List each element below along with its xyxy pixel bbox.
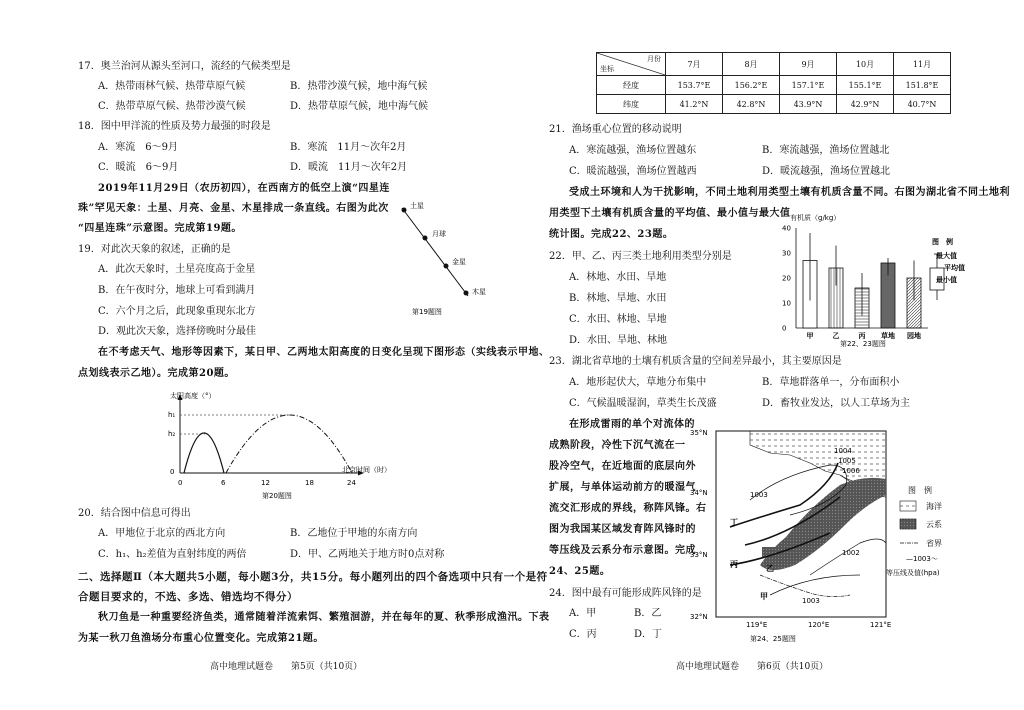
- y-tick-label: 30: [782, 249, 791, 258]
- fig24-caption: 第24、25题图: [750, 635, 796, 643]
- jupiter-label: 木星: [472, 288, 486, 296]
- fig22-legend-title: 图 例: [932, 238, 953, 246]
- table-header: 11月: [894, 53, 951, 76]
- footer-right: 高中地理试题卷 第6页（共10页）: [676, 662, 829, 672]
- fig20-h1: h₁: [168, 411, 176, 419]
- intro24-line-3: 扩展，与单体运动前方的暖湿气: [549, 482, 696, 493]
- fishery-table: [596, 52, 951, 114]
- intro19-line3: “四星连珠”示意图。完成第19题。: [78, 223, 242, 234]
- intro24-line-2: 股冷空气，在近地面的底层向外: [549, 461, 696, 472]
- q22-option-c[interactable]: C．水田、林地、旱地: [569, 314, 667, 325]
- fig22-chart: [770, 210, 980, 348]
- q24-option-d[interactable]: D．丁: [634, 629, 663, 640]
- fig20-ylabel: 太阳高度（°）: [170, 392, 216, 400]
- intro24-line-0: 在形成雷雨的单个对流体的: [569, 419, 695, 430]
- q17-stem: 17．奥兰治河从源头至河口，流经的气候类型是: [78, 61, 291, 72]
- y-tick-label: 10: [782, 299, 791, 308]
- q20-option-d[interactable]: D．甲、乙两地关于地方时0点对称: [290, 549, 445, 560]
- intro21-line2: 为某一秋刀鱼渔场分布重心位置变化。完成第21题。: [78, 633, 324, 644]
- table-header: 10月: [837, 53, 894, 76]
- fig22-legend-min: 最小值: [936, 276, 957, 284]
- svg-text:34°N: 34°N: [690, 489, 708, 497]
- table-header: 8月: [723, 53, 780, 76]
- q21-option-a[interactable]: A．寒流越强，渔场位置越东: [569, 145, 697, 156]
- svg-text:24: 24: [347, 479, 356, 487]
- intro22-line2: 用类型下土壤有机质含量的平均值、最小值与最大值: [549, 208, 791, 219]
- section2-heading-line2: 合题目要求的，不选、多选、错选均不得分）: [78, 591, 298, 603]
- svg-text:1003: 1003: [750, 491, 768, 499]
- fig20-zero: 0: [170, 468, 175, 476]
- q19-option-d[interactable]: D．观此次天象，选择傍晚时分最佳: [98, 326, 257, 337]
- svg-text:1004: 1004: [834, 447, 852, 455]
- fig20-chart: [160, 388, 430, 500]
- q19-stem: 19．对此次天象的叙述，正确的是: [78, 244, 231, 255]
- q21-option-c[interactable]: C．暖流越强，渔场位置越西: [569, 166, 697, 177]
- q17-option-a[interactable]: A．热带雨林气候、热带草原气候: [98, 81, 246, 92]
- fig24-map: [690, 425, 990, 645]
- svg-text:33°N: 33°N: [690, 551, 708, 559]
- svg-text:119°E: 119°E: [746, 621, 768, 629]
- fig22-caption: 第22、23题图: [840, 340, 886, 348]
- fig20-xlabel: 北京时间（时）: [342, 466, 391, 474]
- q21-stem: 21．渔场重心位置的移动说明: [549, 124, 682, 135]
- q19-option-a[interactable]: A．此次天象时，土星亮度高于金星: [98, 264, 256, 275]
- q17-option-d[interactable]: D．热带草原气候，地中海气候: [290, 101, 429, 112]
- intro24-line-1: 成熟阶段，冷性下沉气流在一: [549, 440, 686, 451]
- q17-option-c[interactable]: C．热带草原气候、热带沙漠气候: [98, 101, 246, 112]
- q18-option-b[interactable]: B．寒流 11月～次年2月: [290, 142, 407, 153]
- fig20-h2: h₂: [168, 430, 176, 438]
- fig24-legend-title: 图 例: [908, 486, 932, 495]
- intro24-line-4: 流交汇形成的界线，称阵风锋。右: [549, 503, 707, 514]
- category-label: 甲: [806, 332, 814, 340]
- q20-option-b[interactable]: B．乙地位于甲地的东南方向: [290, 528, 418, 539]
- category-label: 园地: [907, 332, 921, 340]
- q24-option-c[interactable]: C．丙: [569, 629, 597, 640]
- intro22-line3: 统计图。完成22、23题。: [549, 229, 674, 240]
- q23-option-d[interactable]: D．畜牧业发达，以人工草场为主: [762, 398, 911, 409]
- moon-dot: [423, 236, 428, 241]
- table-row: 纬度 41.2°N 42.8°N 43.9°N 42.9°N 40.7°N: [597, 95, 951, 114]
- q23-stem: 23．湖北省草地的土壤有机质含量的空间差异最小，其主要原因是: [549, 356, 842, 367]
- q21-option-b[interactable]: B．寒流越强，渔场位置越北: [762, 145, 890, 156]
- fig20-xticks: [178, 479, 356, 487]
- fig20-caption: 第20题图: [262, 492, 292, 500]
- fig22-legend-avg: 平均值: [944, 264, 965, 272]
- table-header: 7月: [666, 53, 723, 76]
- q24-stem: 24．图中最有可能形成阵风锋的是: [549, 588, 702, 599]
- table-header: 9月: [780, 53, 837, 76]
- table-corner: 月份 坐标: [597, 53, 666, 76]
- intro24-line-7: 24、25题。: [549, 566, 611, 577]
- intro19-line1: 2019年11月29日（农历初四），在西南方的低空上演“四星连: [98, 183, 390, 194]
- svg-text:0: 0: [178, 479, 183, 487]
- svg-text:121°E: 121°E: [870, 621, 892, 629]
- y-tick-label: 0: [782, 324, 787, 333]
- svg-text:35°N: 35°N: [690, 429, 708, 437]
- jupiter-dot: [464, 291, 469, 296]
- y-tick-label: 20: [782, 274, 791, 283]
- q23-option-c[interactable]: C．气候温暖湿润，草类生长茂盛: [569, 398, 717, 409]
- q20-option-c[interactable]: C．h₁、h₂差值为直射纬度的两倍: [98, 549, 247, 560]
- svg-text:甲: 甲: [760, 592, 768, 601]
- q17-option-b[interactable]: B．热带沙漠气候，地中海气候: [290, 81, 428, 92]
- q22-option-b[interactable]: B．林地、旱地、水田: [569, 293, 667, 304]
- q18-option-c[interactable]: C．暖流 6～9月: [98, 162, 179, 173]
- table-row: 经度 153.7°E 156.2°E 157.1°E 155.1°E 151.8°E: [597, 76, 951, 95]
- saturn-dot: [402, 208, 407, 213]
- intro20-line1: 在不考虑天气、地形等因素下，某日甲、乙两地太阳高度的日变化呈现下图形态（实线表示甲地、: [98, 347, 550, 358]
- intro19-line2: 珠”罕见天象：土星、月亮、金星、木星排成一条直线。右图为此次: [78, 203, 389, 214]
- footer-left: 高中地理试题卷 第5页（共10页）: [210, 662, 363, 672]
- category-label: 草地: [881, 332, 895, 340]
- q23-option-b[interactable]: B．草地群落单一，分布面积小: [762, 377, 900, 388]
- svg-text:1006: 1006: [842, 467, 860, 475]
- intro21-line1: 秋刀鱼是一种重要经济鱼类，通常随着洋流索饵、繁殖洄游，并在每年的夏、秋季形成渔汛。下表: [98, 612, 550, 623]
- legend-border: 省界: [926, 539, 942, 548]
- q19-option-c[interactable]: C．六个月之后，此现象重现东北方: [98, 306, 256, 317]
- fig19-diagram: [388, 196, 498, 321]
- svg-text:12: 12: [261, 479, 270, 487]
- q20-stem: 20．结合图中信息可得出: [78, 508, 191, 519]
- q18-option-a[interactable]: A．寒流 6～9月: [98, 142, 178, 153]
- q23-option-a[interactable]: A．地形起伏大，草地分布集中: [569, 377, 707, 388]
- svg-text:120°E: 120°E: [808, 621, 830, 629]
- jia-curve: [184, 433, 224, 473]
- svg-text:1002: 1002: [842, 549, 860, 557]
- q24-option-b[interactable]: B．乙: [634, 608, 662, 619]
- category-label: 乙: [832, 332, 840, 340]
- q22-option-a[interactable]: A．林地、水田、旱地: [569, 272, 667, 283]
- q21-option-d[interactable]: D．暖流越强，渔场位置越北: [762, 166, 891, 177]
- saturn-label: 土星: [410, 202, 424, 210]
- section2-heading-line1: 二、选择题Ⅱ（本大题共5小题，每小题3分，共15分。每小题列出的四个备选项中只有一个是符: [78, 571, 548, 583]
- fig22-ylabel: 有机质（g/kg）: [790, 214, 841, 222]
- category-label: 丙: [858, 332, 866, 340]
- svg-text:6: 6: [221, 479, 226, 487]
- svg-text:32°N: 32°N: [690, 613, 708, 621]
- q24-option-a[interactable]: A．甲: [569, 608, 597, 619]
- svg-text:1005: 1005: [838, 457, 856, 465]
- moon-label: 月球: [432, 230, 446, 238]
- svg-text:丁: 丁: [730, 518, 738, 527]
- svg-text:乙: 乙: [766, 564, 774, 573]
- svg-text:18: 18: [305, 479, 314, 487]
- q22-option-d[interactable]: D．水田、旱地、林地: [569, 335, 668, 346]
- fig19-caption: 第19题图: [412, 308, 442, 316]
- intro24-line-6: 等压线及云系分布示意图。完成: [549, 545, 696, 556]
- legend-sea: 海洋: [926, 502, 942, 511]
- intro22-line1: 受成土环境和人为干扰影响，不同土地利用类型土壤有机质含量不同。右图为湖北省不同土地利: [569, 187, 1010, 198]
- q19-option-b[interactable]: B．在午夜时分，地球上可看到满月: [98, 285, 256, 296]
- alignment-line: [402, 208, 468, 296]
- y-tick-label: 40: [782, 224, 791, 233]
- intro24-line-5: 图为我国某区域发育阵风锋时的: [549, 524, 696, 535]
- legend-cloud: 云系: [926, 520, 942, 529]
- svg-text:1003: 1003: [802, 597, 820, 605]
- intro20-line2: 点划线表示乙地）。完成第20题。: [78, 368, 235, 379]
- svg-text:丙: 丙: [730, 560, 738, 569]
- legend-iso: —1003～: [906, 555, 938, 563]
- q18-stem: 18．图中甲洋流的性质及势力最强的时段是: [78, 121, 271, 132]
- legend-iso-label: 等压线及值(hpa): [886, 569, 940, 577]
- q22-stem: 22．甲、乙、丙三类土地利用类型分别是: [549, 251, 732, 262]
- fig22-legend-max: 最大值: [936, 252, 957, 260]
- q18-option-d[interactable]: D．暖流 11月～次年2月: [290, 162, 408, 173]
- venus-dot: [444, 264, 449, 269]
- yi-curve: [226, 415, 352, 473]
- q20-option-a[interactable]: A．甲地位于北京的西北方向: [98, 528, 226, 539]
- venus-label: 金星: [452, 258, 466, 266]
